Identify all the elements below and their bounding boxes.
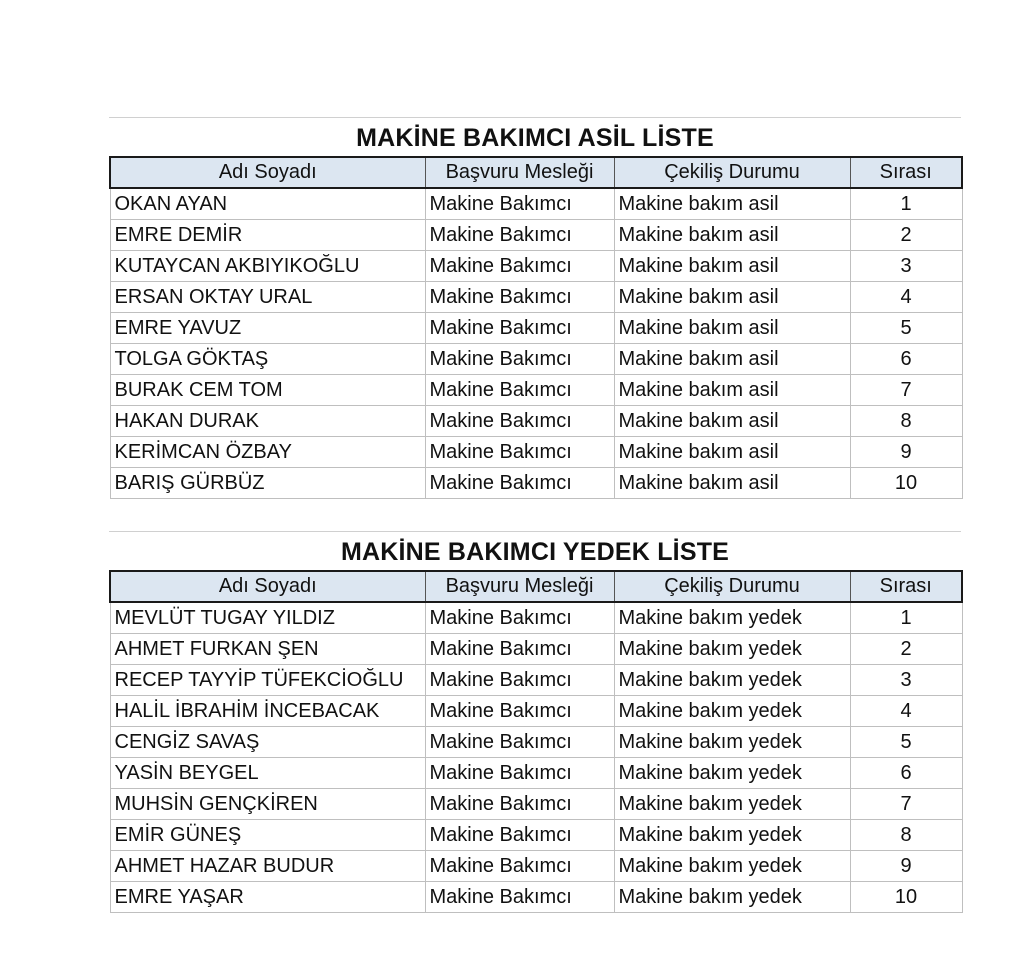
cell-name: EMİR GÜNEŞ <box>110 820 425 851</box>
cell-job: Makine Bakımcı <box>425 665 614 696</box>
cell-job: Makine Bakımcı <box>425 882 614 913</box>
cell-rank: 5 <box>850 727 962 758</box>
table-row <box>110 344 962 375</box>
header-status: Çekiliş Durumu <box>614 157 850 188</box>
cell-status: Makine bakım yedek <box>614 634 850 665</box>
cell-name: MEVLÜT TUGAY YILDIZ <box>110 602 425 634</box>
header-name: Adı Soyadı <box>110 157 425 188</box>
cell-rank: 6 <box>850 344 962 375</box>
asil-list-section <box>109 117 961 499</box>
cell-name: EMRE YAŞAR <box>110 882 425 913</box>
cell-job: Makine Bakımcı <box>425 758 614 789</box>
cell-rank: 5 <box>850 313 962 344</box>
header-job: Başvuru Mesleği <box>425 571 614 602</box>
cell-status: Makine bakım asil <box>614 344 850 375</box>
cell-name: HALİL İBRAHİM İNCEBACAK <box>110 696 425 727</box>
cell-rank: 9 <box>850 437 962 468</box>
cell-name: AHMET FURKAN ŞEN <box>110 634 425 665</box>
asil-list-table <box>109 156 963 499</box>
table-row <box>110 820 962 851</box>
cell-rank: 7 <box>850 375 962 406</box>
cell-rank: 7 <box>850 789 962 820</box>
cell-name: MUHSİN GENÇKİREN <box>110 789 425 820</box>
cell-job: Makine Bakımcı <box>425 344 614 375</box>
cell-job: Makine Bakımcı <box>425 220 614 251</box>
header-rank: Sırası <box>850 157 962 188</box>
cell-rank: 8 <box>850 820 962 851</box>
cell-status: Makine bakım asil <box>614 188 850 220</box>
cell-rank: 10 <box>850 882 962 913</box>
table-body <box>110 188 962 499</box>
cell-name: HAKAN DURAK <box>110 406 425 437</box>
cell-status: Makine bakım asil <box>614 282 850 313</box>
table-row <box>110 665 962 696</box>
cell-status: Makine bakım yedek <box>614 882 850 913</box>
cell-status: Makine bakım asil <box>614 375 850 406</box>
table-row <box>110 789 962 820</box>
cell-rank: 2 <box>850 220 962 251</box>
table-row <box>110 468 962 499</box>
cell-rank: 10 <box>850 468 962 499</box>
header-row <box>110 571 962 602</box>
table-row <box>110 220 962 251</box>
cell-job: Makine Bakımcı <box>425 696 614 727</box>
cell-name: BURAK CEM TOM <box>110 375 425 406</box>
cell-job: Makine Bakımcı <box>425 634 614 665</box>
cell-rank: 8 <box>850 406 962 437</box>
table-row <box>110 313 962 344</box>
cell-status: Makine bakım yedek <box>614 851 850 882</box>
cell-job: Makine Bakımcı <box>425 282 614 313</box>
cell-status: Makine bakım yedek <box>614 758 850 789</box>
cell-rank: 3 <box>850 665 962 696</box>
cell-job: Makine Bakımcı <box>425 820 614 851</box>
cell-rank: 6 <box>850 758 962 789</box>
table-row <box>110 696 962 727</box>
cell-name: EMRE DEMİR <box>110 220 425 251</box>
cell-status: Makine bakım yedek <box>614 727 850 758</box>
cell-job: Makine Bakımcı <box>425 468 614 499</box>
cell-job: Makine Bakımcı <box>425 406 614 437</box>
cell-job: Makine Bakımcı <box>425 602 614 634</box>
cell-name: BARIŞ GÜRBÜZ <box>110 468 425 499</box>
cell-name: YASİN BEYGEL <box>110 758 425 789</box>
cell-job: Makine Bakımcı <box>425 789 614 820</box>
cell-name: EMRE YAVUZ <box>110 313 425 344</box>
cell-name: TOLGA GÖKTAŞ <box>110 344 425 375</box>
cell-rank: 4 <box>850 282 962 313</box>
cell-job: Makine Bakımcı <box>425 188 614 220</box>
table-row <box>110 758 962 789</box>
table-row <box>110 375 962 406</box>
yedek-list-title: MAKİNE BAKIMCI YEDEK LİSTE <box>340 538 730 566</box>
cell-rank: 1 <box>850 602 962 634</box>
header-row <box>110 157 962 188</box>
cell-status: Makine bakım asil <box>614 251 850 282</box>
table-row <box>110 251 962 282</box>
yedek-list-section <box>109 531 961 913</box>
header-name: Adı Soyadı <box>110 571 425 602</box>
cell-status: Makine bakım asil <box>614 406 850 437</box>
cell-name: OKAN AYAN <box>110 188 425 220</box>
cell-name: KERİMCAN ÖZBAY <box>110 437 425 468</box>
yedek-list-table <box>109 570 963 913</box>
table-row <box>110 406 962 437</box>
cell-status: Makine bakım asil <box>614 313 850 344</box>
header-rank: Sırası <box>850 571 962 602</box>
cell-status: Makine bakım yedek <box>614 820 850 851</box>
cell-job: Makine Bakımcı <box>425 851 614 882</box>
cell-rank: 4 <box>850 696 962 727</box>
cell-rank: 2 <box>850 634 962 665</box>
cell-rank: 1 <box>850 188 962 220</box>
cell-rank: 3 <box>850 251 962 282</box>
cell-name: CENGİZ SAVAŞ <box>110 727 425 758</box>
cell-job: Makine Bakımcı <box>425 251 614 282</box>
header-status: Çekiliş Durumu <box>614 571 850 602</box>
table-row <box>110 188 962 220</box>
cell-rank: 9 <box>850 851 962 882</box>
cell-status: Makine bakım yedek <box>614 602 850 634</box>
cell-status: Makine bakım asil <box>614 468 850 499</box>
cell-status: Makine bakım asil <box>614 437 850 468</box>
asil-list-title: MAKİNE BAKIMCI ASİL LİSTE <box>356 124 714 152</box>
cell-status: Makine bakım asil <box>614 220 850 251</box>
table-body <box>110 602 962 913</box>
cell-name: ERSAN OKTAY URAL <box>110 282 425 313</box>
cell-status: Makine bakım yedek <box>614 789 850 820</box>
table-row <box>110 882 962 913</box>
table-row <box>110 437 962 468</box>
table-header <box>110 157 962 188</box>
table-row <box>110 602 962 634</box>
cell-name: AHMET HAZAR BUDUR <box>110 851 425 882</box>
header-job: Başvuru Mesleği <box>425 157 614 188</box>
cell-name: KUTAYCAN AKBIYIKOĞLU <box>110 251 425 282</box>
cell-job: Makine Bakımcı <box>425 313 614 344</box>
table-row <box>110 634 962 665</box>
cell-status: Makine bakım yedek <box>614 696 850 727</box>
cell-status: Makine bakım yedek <box>614 665 850 696</box>
table-row <box>110 851 962 882</box>
table-header <box>110 571 962 602</box>
table-row <box>110 282 962 313</box>
cell-job: Makine Bakımcı <box>425 727 614 758</box>
cell-name: RECEP TAYYİP TÜFEKCİOĞLU <box>110 665 425 696</box>
cell-job: Makine Bakımcı <box>425 375 614 406</box>
cell-job: Makine Bakımcı <box>425 437 614 468</box>
table-row <box>110 727 962 758</box>
